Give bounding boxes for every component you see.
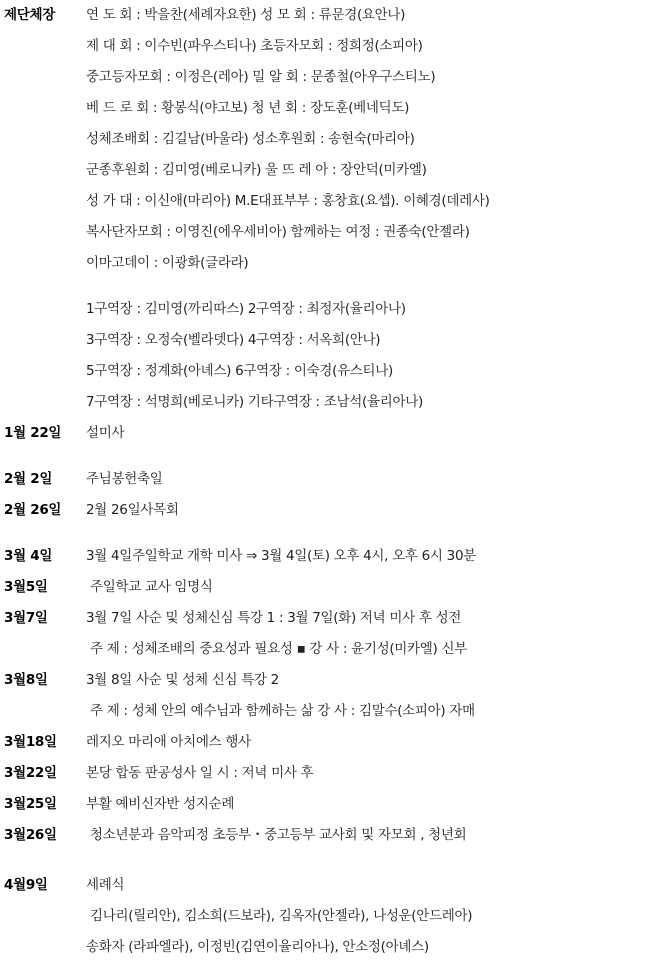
- row-text: 레지오 마리애 아치에스 행사: [86, 734, 251, 750]
- row-text: 주님봉헌축일: [86, 471, 163, 487]
- row-label: 3월8일: [4, 672, 48, 688]
- schedule-row: [0, 190, 663, 212]
- schedule-row: [0, 298, 663, 320]
- schedule-row: [0, 607, 663, 629]
- row-text: 7구역장 : 석명희(베로니카) 기타구역장 : 조남석(율리아나): [86, 394, 423, 410]
- row-label: 2월 26일: [4, 502, 62, 518]
- schedule-row: [0, 638, 663, 660]
- row-label: 3월22일: [4, 765, 57, 781]
- row-text: 제 대 회 : 이수빈(파우스티나) 초등자모회 : 정희정(소피아): [86, 38, 423, 54]
- schedule-row: [0, 391, 663, 413]
- row-text: 부활 예비신자반 성지순례: [86, 796, 235, 812]
- row-text: 김나리(릴리안), 김소희(드보라), 김옥자(안젤라), 나성운(안드레아): [90, 908, 473, 924]
- row-label: 3월25일: [4, 796, 57, 812]
- schedule-row: [0, 221, 663, 243]
- row-text: 3월 4일주일학교 개학 미사 ⇒ 3월 4일(토) 오후 4시, 오후 6시 30분: [86, 548, 476, 564]
- schedule-row: [0, 159, 663, 181]
- row-label: 3월 4일: [4, 548, 53, 564]
- schedule-row: [0, 874, 663, 896]
- row-label: 3월26일: [4, 827, 57, 843]
- row-label: 3월7일: [4, 610, 48, 626]
- row-label: 3월18일: [4, 734, 57, 750]
- schedule-row: [0, 936, 663, 958]
- row-text: 성 가 대 : 이신애(마리아) M.E대표부부 : 홍창효(요셉). 이혜경(데레사): [86, 193, 490, 209]
- schedule-row: [0, 669, 663, 691]
- schedule-row: [0, 762, 663, 784]
- row-text: 설미사: [86, 425, 125, 441]
- schedule-row: [0, 422, 663, 444]
- schedule-row: [0, 35, 663, 57]
- row-text: 5구역장 : 정계화(아녜스) 6구역장 : 이숙경(유스티나): [86, 363, 393, 379]
- row-text: 본당 합동 판공성사 일 시 : 저녁 미사 후: [86, 765, 314, 781]
- schedule-row: [0, 793, 663, 815]
- schedule-row: [0, 97, 663, 119]
- row-label: 4월9일: [4, 877, 48, 893]
- schedule-row: [0, 499, 663, 521]
- row-text: 주 제 : 성체 안의 예수님과 함께하는 삶 강 사 : 김말수(소피아) 자매: [90, 703, 475, 719]
- row-text: 3구역장 : 오정숙(벨라뎃다) 4구역장 : 서옥희(안나): [86, 332, 381, 348]
- row-text: 베 드 로 회 : 황봉식(야고보) 청 년 회 : 장도훈(베네딕도): [86, 100, 410, 116]
- row-text: 성체조배회 : 김길남(바울라) 성소후원회 : 송현숙(마리아): [86, 131, 415, 147]
- schedule-row: [0, 4, 663, 26]
- schedule-row: [0, 905, 663, 927]
- row-text: 청소년분과 음악피정 초등부・중고등부 교사회 및 자모회 , 청년회: [90, 827, 467, 843]
- schedule-row: [0, 545, 663, 567]
- row-text: 2월 26일사목회: [86, 502, 179, 518]
- row-text: 연 도 회 : 박을찬(세례자요한) 성 모 회 : 류문경(요안나): [86, 7, 406, 23]
- schedule-row: [0, 252, 663, 274]
- schedule-row: [0, 329, 663, 351]
- row-text: 복사단자모회 : 이영진(에우세비아) 함께하는 여정 : 권종숙(안젤라): [86, 224, 470, 240]
- row-text: 주일학교 교사 임명식: [90, 579, 213, 595]
- row-text: 3월 7일 사순 및 성체신심 특강 1 : 3월 7일(화) 저녁 미사 후 성전: [86, 610, 462, 626]
- row-text: 3월 8일 사순 및 성체 신심 특강 2: [86, 672, 279, 688]
- schedule-row: [0, 700, 663, 722]
- row-label: 3월5일: [4, 579, 48, 595]
- schedule-row: [0, 66, 663, 88]
- row-text: 주 제 : 성체조배의 중요성과 필요성 ▪ 강 사 : 윤기성(미카엘) 신부: [90, 641, 467, 657]
- schedule-row: [0, 731, 663, 753]
- row-text: 세례식: [86, 877, 125, 893]
- row-label: 2월 2일: [4, 471, 53, 487]
- schedule-row: [0, 824, 663, 846]
- schedule-row: [0, 468, 663, 490]
- row-label: 제단체장: [4, 7, 55, 23]
- row-text: 중고등자모회 : 이정은(레아) 밀 알 회 : 문종철(아우구스티노): [86, 69, 436, 85]
- row-text: 이마고데이 : 이광화(글라라): [86, 255, 249, 271]
- row-text: 1구역장 : 김미영(까리따스) 2구역장 : 최정자(율리아나): [86, 301, 406, 317]
- row-text: 송화자 (라파엘라), 이정빈(김연이율리아나), 안소정(아녜스): [86, 939, 429, 955]
- row-text: 군종후원회 : 김미영(베로니카) 울 뜨 레 아 : 장안덕(미카엘): [86, 162, 427, 178]
- row-label: 1월 22일: [4, 425, 62, 441]
- schedule-row: [0, 576, 663, 598]
- schedule-row: [0, 360, 663, 382]
- schedule-row: [0, 128, 663, 150]
